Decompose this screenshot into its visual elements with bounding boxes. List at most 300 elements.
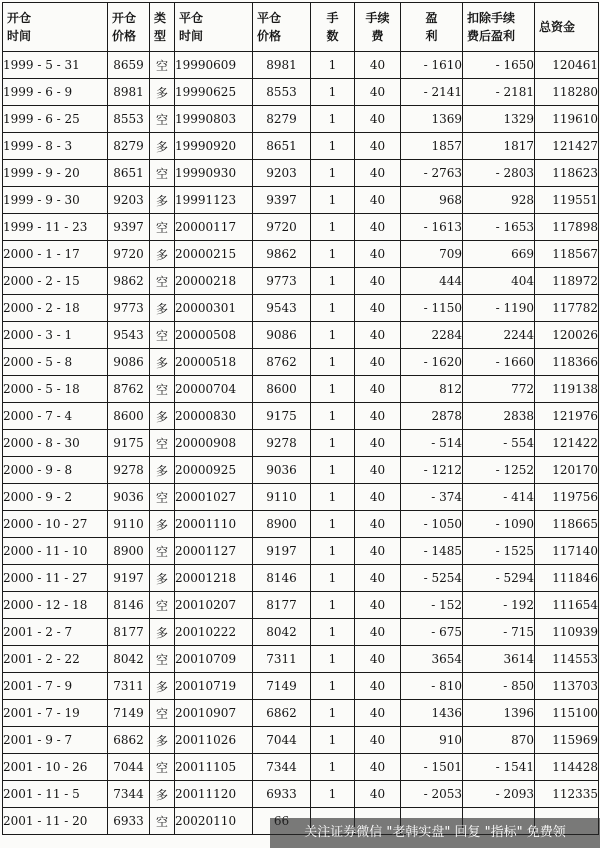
cell-lots: 1	[311, 538, 355, 565]
cell-open-price: 8042	[108, 646, 150, 673]
cell-close-price: 6933	[253, 781, 311, 808]
cell-net-profit: 772	[463, 376, 535, 403]
cell-open-time: 2000 - 12 - 18	[3, 592, 108, 619]
cell-fee: 40	[355, 79, 401, 106]
cell-close-price: 9110	[253, 484, 311, 511]
cell-open-time: 2000 - 10 - 27	[3, 511, 108, 538]
cell-lots: 1	[311, 673, 355, 700]
cell-close-price: 9543	[253, 295, 311, 322]
trade-table	[2, 2, 599, 835]
cell-close-price: 8146	[253, 565, 311, 592]
cell-net-profit: - 192	[463, 592, 535, 619]
cell-profit: - 5254	[401, 565, 463, 592]
cell-fee: 40	[355, 133, 401, 160]
cell-lots: 1	[311, 268, 355, 295]
cell-open-time: 2000 - 1 - 17	[3, 241, 108, 268]
cell-lots: 1	[311, 592, 355, 619]
cell-close-time: 20000508	[175, 322, 253, 349]
cell-open-time: 2000 - 9 - 2	[3, 484, 108, 511]
cell-fee: 40	[355, 187, 401, 214]
cell-open-price: 8651	[108, 160, 150, 187]
header-total-capital: 总资金	[535, 3, 599, 52]
cell-fee: 40	[355, 160, 401, 187]
cell-close-price: 9203	[253, 160, 311, 187]
cell-lots: 1	[311, 322, 355, 349]
table-row	[3, 781, 599, 808]
cell-close-price: 9278	[253, 430, 311, 457]
cell-type: 空	[150, 214, 175, 241]
cell-open-time: 2000 - 2 - 15	[3, 268, 108, 295]
cell-type: 空	[150, 106, 175, 133]
cell-fee: 40	[355, 295, 401, 322]
cell-open-time: 1999 - 9 - 20	[3, 160, 108, 187]
cell-net-profit: 1396	[463, 700, 535, 727]
cell-fee: 40	[355, 214, 401, 241]
cell-open-price: 9862	[108, 268, 150, 295]
cell-fee: 40	[355, 430, 401, 457]
cell-type: 空	[150, 754, 175, 781]
cell-total-capital: 115969	[535, 727, 599, 754]
cell-close-time: 20011105	[175, 754, 253, 781]
cell-profit: 1857	[401, 133, 463, 160]
cell-open-price: 8762	[108, 376, 150, 403]
cell-close-time: 19990930	[175, 160, 253, 187]
cell-net-profit: - 1541	[463, 754, 535, 781]
cell-open-price: 7344	[108, 781, 150, 808]
cell-total-capital: 111654	[535, 592, 599, 619]
cell-open-price: 9175	[108, 430, 150, 457]
cell-type: 空	[150, 430, 175, 457]
cell-type: 空	[150, 646, 175, 673]
header-fee: 手续 费	[355, 3, 401, 52]
header-net-profit: 扣除手续 费后盈利	[463, 3, 535, 52]
cell-open-price: 8146	[108, 592, 150, 619]
cell-net-profit: - 1090	[463, 511, 535, 538]
cell-net-profit: - 1190	[463, 295, 535, 322]
cell-type: 空	[150, 268, 175, 295]
cell-total-capital: 119610	[535, 106, 599, 133]
table-row	[3, 673, 599, 700]
cell-type: 多	[150, 673, 175, 700]
table-row	[3, 241, 599, 268]
cell-type: 空	[150, 592, 175, 619]
cell-fee: 40	[355, 565, 401, 592]
table-row	[3, 268, 599, 295]
cell-close-price: 8651	[253, 133, 311, 160]
cell-lots: 1	[311, 52, 355, 79]
cell-profit: 3654	[401, 646, 463, 673]
cell-net-profit: 2244	[463, 322, 535, 349]
cell-profit: 2878	[401, 403, 463, 430]
cell-type: 多	[150, 403, 175, 430]
cell-lots: 1	[311, 187, 355, 214]
cell-fee: 40	[355, 700, 401, 727]
cell-profit: - 675	[401, 619, 463, 646]
cell-close-time: 20000117	[175, 214, 253, 241]
cell-open-time: 2001 - 2 - 22	[3, 646, 108, 673]
cell-type: 多	[150, 349, 175, 376]
cell-type: 多	[150, 781, 175, 808]
cell-fee: 40	[355, 52, 401, 79]
cell-close-price: 7311	[253, 646, 311, 673]
header-lots: 手 数	[311, 3, 355, 52]
cell-total-capital: 114553	[535, 646, 599, 673]
header-row	[3, 3, 599, 52]
cell-open-price: 7311	[108, 673, 150, 700]
cell-open-time: 2000 - 11 - 27	[3, 565, 108, 592]
cell-lots: 1	[311, 241, 355, 268]
cell-profit: - 514	[401, 430, 463, 457]
cell-close-price: 6862	[253, 700, 311, 727]
cell-profit: - 152	[401, 592, 463, 619]
cell-close-price: 9773	[253, 268, 311, 295]
cell-lots: 1	[311, 106, 355, 133]
cell-net-profit: - 1525	[463, 538, 535, 565]
cell-type: 多	[150, 241, 175, 268]
cell-net-profit: - 2803	[463, 160, 535, 187]
table-row	[3, 619, 599, 646]
cell-net-profit: - 1252	[463, 457, 535, 484]
header-profit: 盈 利	[401, 3, 463, 52]
cell-open-price: 8553	[108, 106, 150, 133]
header-type: 类 型	[150, 3, 175, 52]
cell-profit: - 1620	[401, 349, 463, 376]
cell-profit: - 1501	[401, 754, 463, 781]
cell-total-capital: 118972	[535, 268, 599, 295]
cell-type: 空	[150, 52, 175, 79]
cell-close-time: 19990625	[175, 79, 253, 106]
cell-net-profit: 870	[463, 727, 535, 754]
cell-profit: - 810	[401, 673, 463, 700]
cell-open-time: 2000 - 2 - 18	[3, 295, 108, 322]
cell-open-time: 2000 - 8 - 30	[3, 430, 108, 457]
cell-total-capital: 120170	[535, 457, 599, 484]
cell-close-price: 8981	[253, 52, 311, 79]
table-row	[3, 700, 599, 727]
cell-open-time: 2001 - 7 - 9	[3, 673, 108, 700]
cell-total-capital: 120461	[535, 52, 599, 79]
cell-total-capital: 119138	[535, 376, 599, 403]
cell-type: 多	[150, 79, 175, 106]
cell-fee: 40	[355, 484, 401, 511]
cell-close-time: 20000704	[175, 376, 253, 403]
cell-lots: 1	[311, 754, 355, 781]
cell-close-price: 9397	[253, 187, 311, 214]
table-row	[3, 592, 599, 619]
table-row	[3, 727, 599, 754]
cell-profit: - 1050	[401, 511, 463, 538]
cell-fee: 40	[355, 322, 401, 349]
cell-open-time: 2000 - 7 - 4	[3, 403, 108, 430]
cell-close-price: 7044	[253, 727, 311, 754]
table-row	[3, 79, 599, 106]
cell-close-price: 9197	[253, 538, 311, 565]
cell-fee: 40	[355, 592, 401, 619]
cell-type: 空	[150, 484, 175, 511]
cell-close-time: 20010719	[175, 673, 253, 700]
cell-type: 空	[150, 700, 175, 727]
cell-net-profit: 928	[463, 187, 535, 214]
header-open-time: 开仓 时间	[3, 3, 108, 52]
cell-fee: 40	[355, 727, 401, 754]
cell-fee: 40	[355, 268, 401, 295]
cell-close-time: 20000908	[175, 430, 253, 457]
cell-close-price: 9862	[253, 241, 311, 268]
cell-open-price: 6933	[108, 808, 150, 835]
cell-lots: 1	[311, 376, 355, 403]
cell-lots: 1	[311, 646, 355, 673]
table-row	[3, 133, 599, 160]
cell-lots: 1	[311, 295, 355, 322]
cell-open-price: 7044	[108, 754, 150, 781]
table-row	[3, 430, 599, 457]
cell-net-profit: 1329	[463, 106, 535, 133]
cell-close-price: 9175	[253, 403, 311, 430]
cell-lots: 1	[311, 700, 355, 727]
cell-profit: 444	[401, 268, 463, 295]
cell-open-time: 2000 - 11 - 10	[3, 538, 108, 565]
cell-net-profit: - 2181	[463, 79, 535, 106]
cell-total-capital: 118665	[535, 511, 599, 538]
cell-open-price: 9197	[108, 565, 150, 592]
cell-open-price: 7149	[108, 700, 150, 727]
cell-profit: 910	[401, 727, 463, 754]
cell-lots: 1	[311, 79, 355, 106]
cell-lots: 1	[311, 511, 355, 538]
cell-total-capital: 120026	[535, 322, 599, 349]
cell-lots: 1	[311, 457, 355, 484]
cell-open-price: 9086	[108, 349, 150, 376]
cell-profit: 812	[401, 376, 463, 403]
cell-close-time: 20001218	[175, 565, 253, 592]
cell-close-time: 20010907	[175, 700, 253, 727]
cell-open-price: 9278	[108, 457, 150, 484]
cell-fee: 40	[355, 376, 401, 403]
table-row	[3, 214, 599, 241]
cell-open-time: 1999 - 5 - 31	[3, 52, 108, 79]
cell-profit: - 1150	[401, 295, 463, 322]
cell-open-time: 1999 - 9 - 30	[3, 187, 108, 214]
table-row	[3, 646, 599, 673]
cell-type: 空	[150, 376, 175, 403]
cell-fee: 40	[355, 403, 401, 430]
cell-total-capital: 113703	[535, 673, 599, 700]
cell-type: 多	[150, 511, 175, 538]
cell-open-price: 9036	[108, 484, 150, 511]
cell-total-capital: 119551	[535, 187, 599, 214]
cell-net-profit: - 1660	[463, 349, 535, 376]
cell-close-time: 19991123	[175, 187, 253, 214]
table-row	[3, 52, 599, 79]
cell-open-time: 1999 - 6 - 9	[3, 79, 108, 106]
cell-fee: 40	[355, 619, 401, 646]
cell-close-price: 8553	[253, 79, 311, 106]
cell-lots: 1	[311, 619, 355, 646]
cell-total-capital: 117140	[535, 538, 599, 565]
cell-profit: 2284	[401, 322, 463, 349]
cell-profit: - 1613	[401, 214, 463, 241]
table-row	[3, 457, 599, 484]
cell-net-profit: 669	[463, 241, 535, 268]
cell-open-price: 8900	[108, 538, 150, 565]
cell-fee: 40	[355, 538, 401, 565]
cell-open-price: 6862	[108, 727, 150, 754]
cell-net-profit: - 715	[463, 619, 535, 646]
cell-profit: - 2763	[401, 160, 463, 187]
cell-total-capital: 118623	[535, 160, 599, 187]
cell-close-price: 8762	[253, 349, 311, 376]
cell-type: 空	[150, 322, 175, 349]
cell-open-price: 9720	[108, 241, 150, 268]
cell-net-profit: 2838	[463, 403, 535, 430]
cell-total-capital: 117782	[535, 295, 599, 322]
header-close-price: 平仓 价格	[253, 3, 311, 52]
cell-open-time: 2001 - 9 - 7	[3, 727, 108, 754]
table-row	[3, 187, 599, 214]
table-row	[3, 160, 599, 187]
cell-total-capital: 121427	[535, 133, 599, 160]
cell-net-profit: - 2093	[463, 781, 535, 808]
cell-total-capital: 119756	[535, 484, 599, 511]
cell-total-capital: 115100	[535, 700, 599, 727]
cell-open-price: 9543	[108, 322, 150, 349]
cell-close-time: 20000830	[175, 403, 253, 430]
cell-net-profit: - 554	[463, 430, 535, 457]
cell-open-time: 2000 - 5 - 8	[3, 349, 108, 376]
cell-fee: 40	[355, 781, 401, 808]
cell-lots: 1	[311, 403, 355, 430]
cell-type: 多	[150, 295, 175, 322]
cell-type: 多	[150, 187, 175, 214]
cell-lots: 1	[311, 484, 355, 511]
cell-close-time: 20011120	[175, 781, 253, 808]
cell-profit: - 1610	[401, 52, 463, 79]
cell-total-capital: 118280	[535, 79, 599, 106]
cell-close-time: 19990920	[175, 133, 253, 160]
cell-net-profit: - 5294	[463, 565, 535, 592]
cell-open-time: 2001 - 10 - 26	[3, 754, 108, 781]
cell-close-time: 19990609	[175, 52, 253, 79]
cell-net-profit: - 414	[463, 484, 535, 511]
cell-open-time: 2001 - 11 - 5	[3, 781, 108, 808]
cell-type: 多	[150, 727, 175, 754]
cell-open-time: 2001 - 11 - 20	[3, 808, 108, 835]
cell-open-time: 2000 - 3 - 1	[3, 322, 108, 349]
cell-close-time: 20001110	[175, 511, 253, 538]
cell-total-capital: 118567	[535, 241, 599, 268]
cell-fee: 40	[355, 457, 401, 484]
cell-close-time: 20000301	[175, 295, 253, 322]
table-row	[3, 565, 599, 592]
cell-close-price: 8177	[253, 592, 311, 619]
cell-close-time: 20010222	[175, 619, 253, 646]
cell-profit: - 2141	[401, 79, 463, 106]
cell-lots: 1	[311, 727, 355, 754]
cell-type: 多	[150, 565, 175, 592]
cell-total-capital: 121976	[535, 403, 599, 430]
cell-profit: - 1485	[401, 538, 463, 565]
cell-fee: 40	[355, 106, 401, 133]
cell-open-time: 1999 - 6 - 25	[3, 106, 108, 133]
table-row	[3, 376, 599, 403]
cell-close-price: 8042	[253, 619, 311, 646]
cell-net-profit: - 1653	[463, 214, 535, 241]
cell-close-time: 20000518	[175, 349, 253, 376]
cell-lots: 1	[311, 781, 355, 808]
cell-fee: 40	[355, 241, 401, 268]
watermark-banner: 关注证券微信 "老韩实盘" 回复 "指标" 免费领	[270, 818, 600, 848]
cell-open-time: 1999 - 8 - 3	[3, 133, 108, 160]
cell-lots: 1	[311, 160, 355, 187]
cell-open-time: 2000 - 5 - 18	[3, 376, 108, 403]
cell-close-time: 20000215	[175, 241, 253, 268]
cell-close-time: 19990803	[175, 106, 253, 133]
cell-profit: - 374	[401, 484, 463, 511]
cell-type: 空	[150, 160, 175, 187]
cell-total-capital: 112335	[535, 781, 599, 808]
cell-close-time: 20010207	[175, 592, 253, 619]
cell-open-price: 9110	[108, 511, 150, 538]
cell-total-capital: 117898	[535, 214, 599, 241]
cell-net-profit: 1817	[463, 133, 535, 160]
header-open-price: 开仓 价格	[108, 3, 150, 52]
cell-close-price: 9036	[253, 457, 311, 484]
cell-total-capital: 114428	[535, 754, 599, 781]
cell-close-price: 7344	[253, 754, 311, 781]
cell-type: 空	[150, 808, 175, 835]
cell-open-time: 2000 - 9 - 8	[3, 457, 108, 484]
cell-profit: - 1212	[401, 457, 463, 484]
cell-type: 多	[150, 619, 175, 646]
cell-fee: 40	[355, 673, 401, 700]
cell-close-price: 9720	[253, 214, 311, 241]
cell-type: 多	[150, 457, 175, 484]
table-row	[3, 754, 599, 781]
table-row	[3, 403, 599, 430]
cell-profit: 1369	[401, 106, 463, 133]
cell-close-price: 8600	[253, 376, 311, 403]
cell-open-time: 2001 - 7 - 19	[3, 700, 108, 727]
cell-net-profit: 404	[463, 268, 535, 295]
table-row	[3, 106, 599, 133]
cell-net-profit: - 850	[463, 673, 535, 700]
cell-close-price: 9086	[253, 322, 311, 349]
cell-close-time: 20000218	[175, 268, 253, 295]
cell-type: 空	[150, 538, 175, 565]
cell-open-price: 8659	[108, 52, 150, 79]
cell-lots: 1	[311, 349, 355, 376]
cell-close-price: 7149	[253, 673, 311, 700]
cell-open-price: 8981	[108, 79, 150, 106]
table-row	[3, 349, 599, 376]
cell-close-time: 20000925	[175, 457, 253, 484]
cell-lots: 1	[311, 133, 355, 160]
cell-close-time: 20020110	[175, 808, 253, 835]
cell-lots: 1	[311, 430, 355, 457]
cell-profit: 1436	[401, 700, 463, 727]
cell-total-capital: 118366	[535, 349, 599, 376]
cell-fee: 40	[355, 349, 401, 376]
header-close-time: 平仓 时间	[175, 3, 253, 52]
cell-total-capital: 110939	[535, 619, 599, 646]
table-row	[3, 322, 599, 349]
table-row	[3, 295, 599, 322]
cell-open-price: 8279	[108, 133, 150, 160]
cell-profit: 709	[401, 241, 463, 268]
cell-net-profit: 3614	[463, 646, 535, 673]
table-row	[3, 538, 599, 565]
cell-profit: 968	[401, 187, 463, 214]
